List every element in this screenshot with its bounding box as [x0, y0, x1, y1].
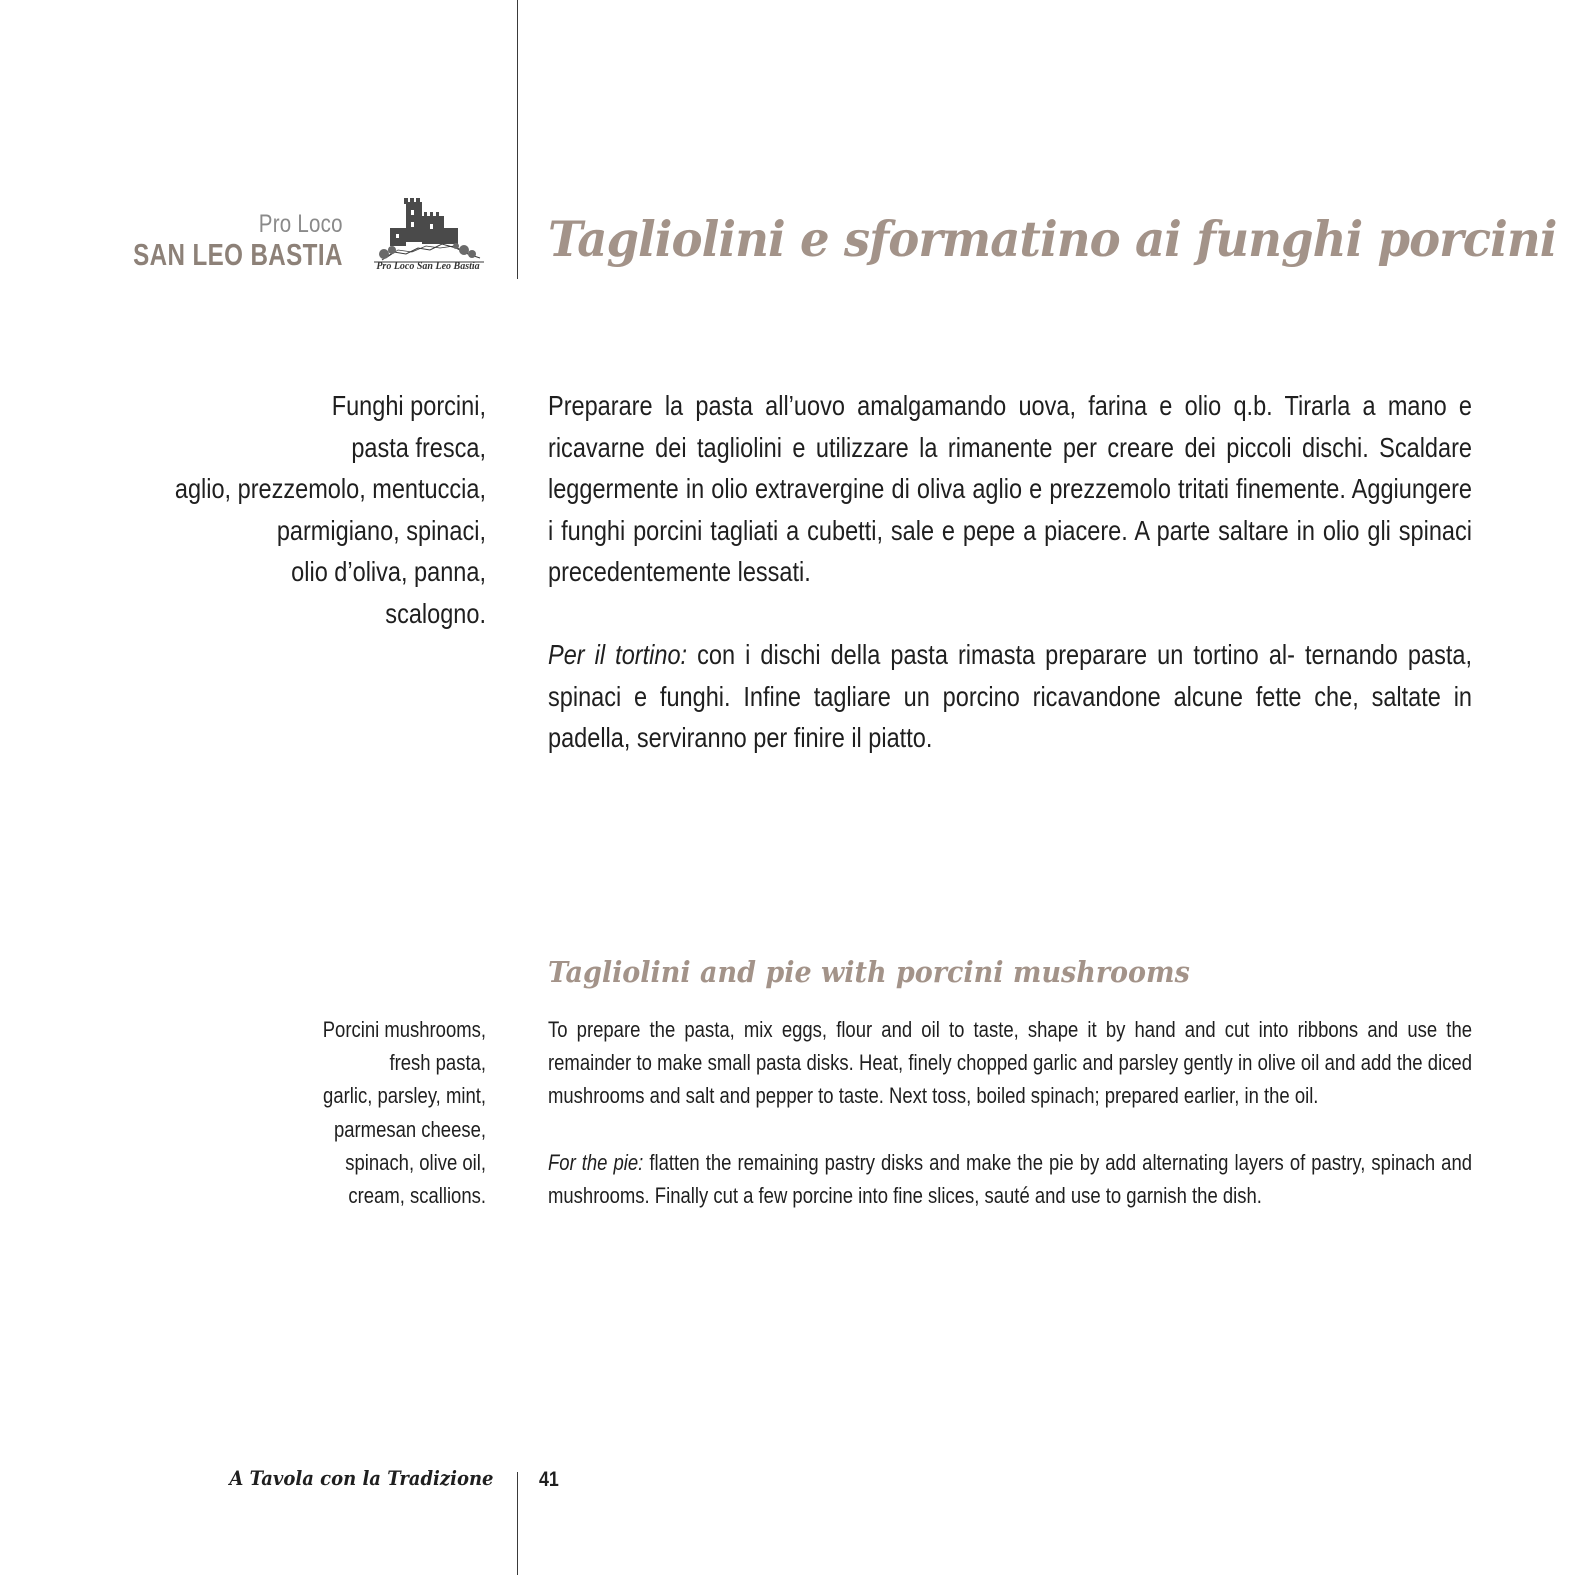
paragraph-text: flatten the remaining pastry disks and make the pie by add alternating layers of pastry, spinach and mushrooms. Finally cut a few porcine into fine slices, sauté and use to garnish the dish. — [548, 1149, 1473, 1208]
organization-name — [74, 210, 343, 272]
org-small-label: Pro Loco — [258, 210, 343, 238]
page-number: 41 — [539, 1468, 559, 1491]
ingredients-english: Porcini mushrooms, fresh pasta, garlic, parsley, mint, parmesan cheese, spinach, olive oil, cream, scallions. — [322, 1017, 486, 1209]
logo-caption: Pro Loco San Leo Bastia — [376, 261, 480, 272]
paragraph — [548, 634, 1472, 759]
paragraph-lead: For the pie: — [548, 1149, 644, 1175]
ingredients-italian: Funghi porcini, pasta fresca, aglio, prezzemolo, mentuccia, parmigiano, spinaci, olio d’oliva, panna, scalogno. — [174, 390, 486, 629]
paragraph-text: con i dischi della pasta rimasta preparare un tortino al- ternando pasta, spinaci e funghi. Infine tagliare un porcino ricavandone alcune fette che, saltate in padella, serviranno per finire il piatto. — [548, 639, 1472, 753]
paragraph — [548, 1146, 1472, 1212]
paragraph: Preparare la pasta all’uovo amalgamando uova, farina e olio q.b. Tirarla a mano e ricavarne dei tagliolini e utilizzare la rimanente per creare dei piccoli dischi. Scaldare leggermente in olio extravergine di oliva aglio e prezzemolo tritati finemente. Aggiungere i funghi porcini tagliati a cubetti, sale e pepe a piacere. A parte saltare in olio gli spinaci precedentemente lessati. — [548, 390, 1472, 587]
footer-book-title: A Tavola con la Tradizione — [228, 1466, 493, 1490]
recipe-body-italian — [548, 385, 1472, 759]
paragraph-lead: Per il tortino: — [548, 639, 688, 670]
english-subtitle: Tagliolini and pie with porcini mushrooms — [548, 955, 1190, 989]
recipe-body-english — [548, 1013, 1472, 1212]
paragraph: To prepare the pasta, mix eggs, flour and oil to taste, shape it by hand and cut into ribbons and use the remainder to make small pasta disks. Heat, finely chopped garlic and parsley gently in olive oil and add the diced mushrooms and salt and pepper to taste. Next toss, boiled spinach; prepared earlier, in the oil. — [548, 1017, 1472, 1109]
vertical-divider-top — [517, 0, 518, 279]
vertical-divider-bottom — [517, 1472, 518, 1575]
org-big-label: SAN LEO BASTIA — [133, 237, 343, 272]
page-title: Tagliolini e sformatino ai funghi porcini — [548, 210, 1557, 268]
